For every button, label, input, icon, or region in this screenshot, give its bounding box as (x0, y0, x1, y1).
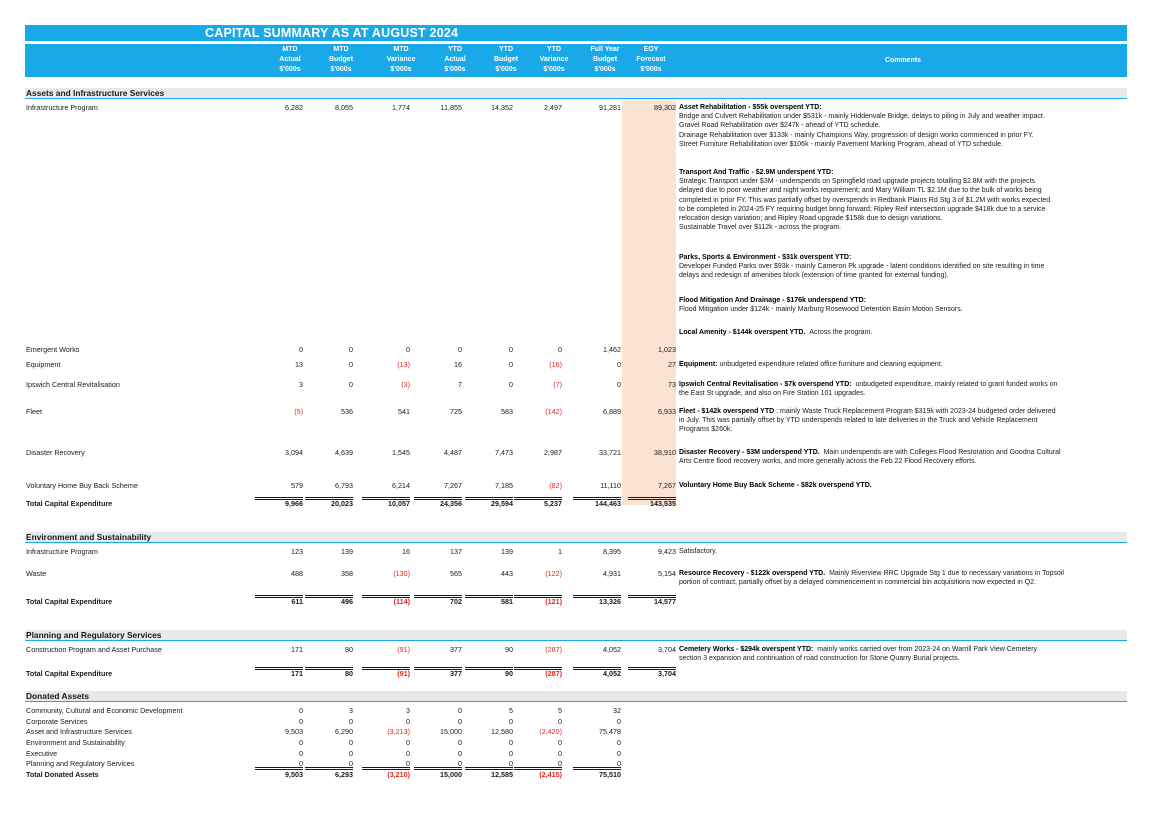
comment-text: Mainly Riverview RRC Upgrade Stg 1 due to necessary variations in Topsoil (829, 570, 1064, 577)
page-title: CAPITAL SUMMARY AS AT AUGUST 2024 (205, 26, 459, 40)
cell-value: 3,704 (658, 669, 676, 678)
comment-line: Developer Funded Parks over $93k - mainly Cameron Pk upgrade - latent conditions identified on site resulting in time (679, 263, 1045, 271)
comment-heading: Equipment: (679, 361, 718, 368)
section-title: Donated Assets (26, 691, 89, 701)
comment-line: relocation design variation; and Ripley Road upgrade $158k due to design variations. (679, 215, 943, 223)
row-label: Environment and Sustainability (26, 738, 125, 747)
comment-local-amenity (679, 328, 1127, 337)
cell-value: 7,473 (495, 448, 513, 457)
cell-value: (7) (553, 380, 562, 389)
comment-heading: Parks, Sports & Environment - $31k overspent YTD: (679, 254, 852, 261)
column-header-line: YTD (547, 46, 561, 53)
row-label: Infrastructure Program (26, 547, 98, 556)
column-header-line: $'000s (495, 66, 517, 73)
column-header-line: $'000s (543, 66, 565, 73)
cell-value: 4,487 (444, 448, 462, 457)
cell-value: 0 (458, 706, 462, 715)
cell-value: 0 (558, 345, 562, 354)
cell-value: (3,213) (387, 727, 410, 736)
comment-equipment (679, 360, 1127, 369)
cell-value: 5 (558, 706, 562, 715)
total-row-label: Total Capital Expenditure (26, 669, 113, 678)
cell-value: 12,580 (491, 727, 513, 736)
cell-value: 0 (299, 706, 303, 715)
column-header-line: EOY (643, 46, 659, 53)
column-header-line: Budget (592, 56, 618, 63)
cell-value: 0 (458, 759, 462, 768)
cell-value: 24,356 (440, 499, 462, 508)
cell-value: 6,293 (335, 770, 353, 779)
cell-value: 0 (558, 717, 562, 726)
cell-value: 702 (450, 597, 462, 606)
cell-value: 4,052 (603, 669, 621, 678)
cell-value: (3,210) (387, 770, 410, 779)
cell-value: 1 (558, 547, 562, 556)
cell-value: 16 (402, 547, 410, 556)
cell-value: (287) (545, 669, 562, 678)
column-header (429, 45, 481, 75)
column-header (315, 45, 367, 75)
cell-value: 13,326 (599, 597, 621, 606)
section-band (25, 532, 1127, 543)
comment-line: section 3 expansion and continuation of road construction for Stone Quarry Burial projects. (679, 655, 960, 663)
cell-value: (2,420) (539, 727, 562, 736)
comment-flood (679, 296, 1127, 314)
cell-value: 0 (406, 345, 410, 354)
cell-value: 0 (509, 360, 513, 369)
cell-value: (2,415) (539, 770, 562, 779)
comment-line: to be completed in 2024-25 FY requiring budget bring forward; Ripley Reif intersection upgrade $418k due to a service (679, 205, 1046, 213)
cell-value: 725 (450, 407, 462, 416)
comment-asset-rehab (679, 103, 1127, 149)
cell-value: 0 (509, 717, 513, 726)
cell-value: 73 (668, 380, 676, 389)
column-header-line: YTD (499, 46, 513, 53)
comment-resource-recovery (679, 569, 1127, 587)
comment-line: Gravel Road Rehabilitation over $247k - ahead of YTD schedule. (679, 122, 881, 130)
row-label: Corporate Services (26, 717, 88, 726)
cell-value: 1,545 (392, 448, 410, 457)
cell-value: (5) (294, 407, 303, 416)
cell-value: 0 (299, 749, 303, 758)
cell-value: 0 (458, 749, 462, 758)
cell-value: 171 (291, 645, 303, 654)
comment-line: Sustainable Travel over $112k - across the program. (679, 224, 842, 232)
cell-value: 9,503 (285, 770, 303, 779)
comments-header: Comments (884, 57, 922, 64)
column-header (264, 45, 316, 75)
cell-value: 2,987 (544, 448, 562, 457)
cell-value: 0 (406, 749, 410, 758)
cell-value: 13 (295, 360, 303, 369)
cell-value: 0 (406, 759, 410, 768)
comment-line: Drainage Rehabilitation over $133k - mainly Champions Way, progression of design works commenced in prior FY. (679, 131, 1034, 139)
cell-value: 0 (458, 717, 462, 726)
cell-value: (287) (545, 645, 562, 654)
cell-value: 0 (617, 380, 621, 389)
column-header-line: Budget (493, 56, 519, 63)
column-header (579, 45, 631, 75)
total-row-label: Total Capital Expenditure (26, 499, 113, 508)
comment-heading: Asset Rehabilitation - $55k overspent YTD: (679, 104, 822, 111)
comment-line: in July. This was partially offset by YTD underspends related to late deliveries in the Truck and Vehicle Replacement (679, 417, 1038, 425)
cell-value: 2,497 (544, 103, 562, 112)
column-header-line: $'000s (444, 66, 466, 73)
cell-value: 0 (349, 749, 353, 758)
column-header-line: MTD (393, 46, 409, 53)
section-title: Assets and Infrastructure Services (26, 88, 165, 98)
comment-heading: Flood Mitigation And Drainage - $176k underspend YTD: (679, 297, 867, 304)
cell-value: 1,774 (392, 103, 410, 112)
comment-line: delays and redesign of amenities block (extension of time granted for external funding). (679, 272, 949, 280)
comment-heading: Ipswich Central Revitalisation - $7k overspend YTD: (679, 381, 852, 388)
cell-value: 7,185 (495, 481, 513, 490)
title-bar (25, 25, 1127, 41)
cell-value: 9,966 (285, 499, 303, 508)
cell-value: 0 (458, 345, 462, 354)
row-label: Emergent Works (26, 345, 80, 354)
comment-line: delayed due to poor weather and night works requirement; and Mary William TL $2.1M due to the bulk of works being (679, 187, 1042, 195)
column-header-line: $'000s (279, 66, 301, 73)
cell-value: 0 (299, 759, 303, 768)
cell-value: 144,463 (595, 499, 621, 508)
cell-value: 123 (291, 547, 303, 556)
cell-value: 27 (668, 360, 676, 369)
row-label: Infrastructure Program (26, 103, 98, 112)
cell-value: 80 (345, 669, 353, 678)
comment-line: completed in prior FY. This was partially offset by overspends in Redbank Plains Rd Stg 3 of $1.2M with works expected (679, 196, 1051, 204)
comment-heading: Fleet - $142k overspend YTD (679, 408, 775, 415)
cell-value: 0 (617, 749, 621, 758)
cell-value: 12,585 (491, 770, 513, 779)
cell-value: 0 (349, 380, 353, 389)
cell-value: 5,237 (544, 499, 562, 508)
cell-value: 358 (341, 569, 353, 578)
cell-value: 11,110 (600, 481, 621, 490)
cell-value: 0 (406, 738, 410, 747)
cell-value: 579 (291, 481, 303, 490)
cell-value: 7 (458, 380, 462, 389)
cell-value: 0 (349, 759, 353, 768)
cell-value: (91) (397, 669, 410, 678)
comment-fleet (679, 407, 1127, 435)
cell-value: 0 (349, 360, 353, 369)
cell-value: 0 (509, 345, 513, 354)
cell-value: 565 (450, 569, 462, 578)
comment-parks (679, 253, 1127, 281)
comment-line: portion of contract, partially offset by a delayed commencement in commercial bin acquisitions now expected in Q2. (679, 579, 1037, 587)
cell-value: 377 (450, 669, 462, 678)
cell-value: 90 (505, 645, 513, 654)
row-label: Equipment (26, 360, 61, 369)
column-header-line: Variance (539, 56, 569, 63)
cell-value: 4,931 (603, 569, 621, 578)
comment-text: Main underspends are with Colleges Flood Restoration and Goodna Cultural (823, 449, 1061, 456)
comment-line: Strategic Transport under $3M - underspends on Springfield road upgrade projects totalling $2.8M with the projects (679, 178, 1036, 186)
cell-value: (13) (397, 360, 410, 369)
column-header-line: Actual (279, 56, 301, 63)
row-label: Voluntary Home Buy Back Scheme (26, 481, 138, 490)
column-header-line: MTD (333, 46, 349, 53)
column-header-line: YTD (448, 46, 462, 53)
cell-value: 0 (406, 717, 410, 726)
comment-env-infra (679, 547, 1127, 556)
cell-value: 0 (458, 738, 462, 747)
cell-value: 0 (558, 749, 562, 758)
cell-value: 9,503 (285, 727, 303, 736)
cell-value: 137 (450, 547, 462, 556)
row-label: Construction Program and Asset Purchase (26, 645, 162, 654)
cell-value: 20,023 (331, 499, 353, 508)
section-title: Planning and Regulatory Services (26, 630, 162, 640)
cell-value: 8,395 (603, 547, 621, 556)
cell-value: 443 (501, 569, 513, 578)
comment-heading: Voluntary Home Buy Back Scheme - $82k overspend YTD. (679, 482, 872, 489)
row-label: Disaster Recovery (26, 448, 85, 457)
comment-heading: Disaster Recovery - $3M underspend YTD. (679, 449, 820, 456)
comment-line: Flood Mitigation under $124k - mainly Marburg Rosewood Detention Basin Motion Sensors. (679, 306, 963, 314)
cell-value: 10,057 (388, 499, 410, 508)
cell-value: 15,000 (440, 727, 462, 736)
cell-value: 6,933 (658, 407, 676, 416)
comment-heading: Transport And Traffic - $2.9M underspent YTD: (679, 169, 834, 176)
cell-value: 7,267 (658, 481, 676, 490)
cell-value: 7,267 (444, 481, 462, 490)
comment-line: Arts Centre flood recovery works, and more generally across the Feb 22 Flood Recovery efforts. (679, 458, 977, 466)
cell-value: 0 (617, 738, 621, 747)
cell-value: 6,282 (285, 103, 303, 112)
cell-value: 171 (291, 669, 303, 678)
cell-value: 3 (349, 706, 353, 715)
row-label: Planning and Regulatory Services (26, 759, 135, 768)
cell-value: 16 (454, 360, 462, 369)
comment-disaster-recovery (679, 448, 1127, 466)
cell-value: 0 (509, 759, 513, 768)
cell-value: 6,889 (603, 407, 621, 416)
column-header (528, 45, 580, 75)
cell-value: 0 (617, 759, 621, 768)
cell-value: 14,352 (491, 103, 513, 112)
cell-value: (142) (545, 407, 562, 416)
column-header (375, 45, 427, 75)
cell-value: 9,423 (658, 547, 676, 556)
row-label: Community, Cultural and Economic Development (26, 706, 183, 715)
cell-value: 0 (558, 738, 562, 747)
cell-value: 75,510 (599, 770, 621, 779)
column-header-line: $'000s (330, 66, 352, 73)
cell-value: 11,855 (440, 103, 462, 112)
cell-value: 15,000 (440, 770, 462, 779)
cell-value: 611 (291, 597, 303, 606)
cell-value: 139 (341, 547, 353, 556)
column-header-line: Full Year (590, 46, 620, 53)
section-band (25, 88, 1127, 99)
cell-value: 38,910 (654, 448, 676, 457)
comment-line: Programs $260k. (679, 426, 733, 434)
cell-value: (122) (545, 569, 562, 578)
column-header-line: $'000s (390, 66, 412, 73)
cell-value: 0 (617, 717, 621, 726)
section-title: Environment and Sustainability (26, 532, 152, 542)
cell-value: (16) (549, 360, 562, 369)
column-header (480, 45, 532, 75)
cell-value: (121) (545, 597, 562, 606)
cell-value: 488 (291, 569, 303, 578)
comment-text: unbudgeted expenditure related office furniture and cleaning equipment. (719, 361, 943, 368)
cell-value: 4,052 (603, 645, 621, 654)
eoy-forecast-highlight (622, 101, 676, 505)
cell-value: (82) (549, 481, 562, 490)
comment-text: unbudgeted expenditure, mainly related to grant funded works on (855, 381, 1058, 388)
cell-value: 143,535 (650, 499, 676, 508)
cell-value: 0 (349, 345, 353, 354)
section-band (25, 630, 1127, 641)
cell-value: 14,577 (654, 597, 676, 606)
total-row-label: Total Capital Expenditure (26, 597, 113, 606)
cell-value: 6,214 (392, 481, 410, 490)
cell-value: 5,154 (658, 569, 676, 578)
cell-value: 0 (617, 360, 621, 369)
cell-value: 1,462 (603, 345, 621, 354)
cell-value: 29,594 (491, 499, 513, 508)
cell-value: (91) (397, 645, 410, 654)
comment-text: : mainly Waste Truck Replacement Program $319k with 2023-24 budgeted order delivered (776, 408, 1056, 415)
cell-value: 0 (299, 738, 303, 747)
cell-value: 8,055 (335, 103, 353, 112)
row-label: Asset and Infrastructure Services (26, 727, 132, 736)
row-label: Executive (26, 749, 58, 758)
column-header (625, 45, 677, 75)
cell-value: 32 (613, 706, 621, 715)
row-label: Fleet (26, 407, 42, 416)
cell-value: 0 (299, 345, 303, 354)
comment-ipswich-central (679, 380, 1127, 398)
cell-value: 6,793 (335, 481, 353, 490)
cell-value: 89,302 (654, 103, 676, 112)
row-label: Ipswich Central Revitalisation (26, 380, 120, 389)
comment-text: Satisfactory. (679, 548, 717, 555)
column-header-line: $'000s (640, 66, 662, 73)
cell-value: 139 (501, 547, 513, 556)
cell-value: 4,639 (335, 448, 353, 457)
cell-value: 0 (349, 717, 353, 726)
cell-value: 6,290 (335, 727, 353, 736)
cell-value: 0 (349, 738, 353, 747)
cell-value: 536 (341, 407, 353, 416)
cell-value: 3,094 (285, 448, 303, 457)
cell-value: 581 (501, 597, 513, 606)
section-band (25, 691, 1127, 702)
comment-cemetery (679, 645, 1127, 663)
cell-value: (130) (393, 569, 410, 578)
cell-value: 0 (509, 380, 513, 389)
cell-value: 90 (505, 669, 513, 678)
comment-home-buyback (679, 481, 1127, 490)
cell-value: 541 (398, 407, 410, 416)
cell-value: 91,281 (599, 103, 621, 112)
cell-value: 0 (509, 738, 513, 747)
column-header-line: Actual (444, 56, 466, 63)
cell-value: 33,721 (599, 448, 621, 457)
comment-line: Street Furniture Rehabilitation over $106k - mainly Pavement Marking Program, ahead of YTD schedule. (679, 140, 1003, 148)
cell-value: 583 (501, 407, 513, 416)
cell-value: 1,023 (658, 345, 676, 354)
total-row-label: Total Donated Assets (26, 770, 99, 779)
comment-line: the East St upgrade, and also on Fire Station 101 upgrades. (679, 390, 866, 398)
cell-value: 3 (299, 380, 303, 389)
comment-heading: Resource Recovery - $122k overspend YTD. (679, 570, 826, 577)
comment-text: mainly works carried over from 2023-24 on Warrill Park View Cemetery (817, 646, 1038, 653)
comment-heading: Cemetery Works - $294k overspent YTD: (679, 646, 814, 653)
column-header-line: MTD (282, 46, 298, 53)
cell-value: 496 (341, 597, 353, 606)
cell-value: 0 (509, 749, 513, 758)
cell-value: 0 (558, 759, 562, 768)
comment-text: Across the program. (809, 329, 873, 336)
cell-value: 75,478 (599, 727, 621, 736)
cell-value: 0 (299, 717, 303, 726)
comment-line: Bridge and Culvert Rehabilitation under $531k - mainly Hiddenvale Bridge, delays to piling in July and weather impact. (679, 113, 1045, 121)
cell-value: (114) (393, 597, 410, 606)
column-header-line: Variance (386, 56, 416, 63)
cell-value: 3,704 (658, 645, 676, 654)
comment-heading: Local Amenity - $144k overspent YTD. (679, 329, 806, 336)
cell-value: (3) (401, 380, 410, 389)
cell-value: 5 (509, 706, 513, 715)
column-header-line: Budget (328, 56, 354, 63)
column-header-line: Forecast (636, 56, 666, 63)
cell-value: 3 (406, 706, 410, 715)
cell-value: 80 (345, 645, 353, 654)
row-label: Waste (26, 569, 47, 578)
cell-value: 377 (450, 645, 462, 654)
column-header-line: $'000s (594, 66, 616, 73)
comment-transport (679, 168, 1127, 232)
